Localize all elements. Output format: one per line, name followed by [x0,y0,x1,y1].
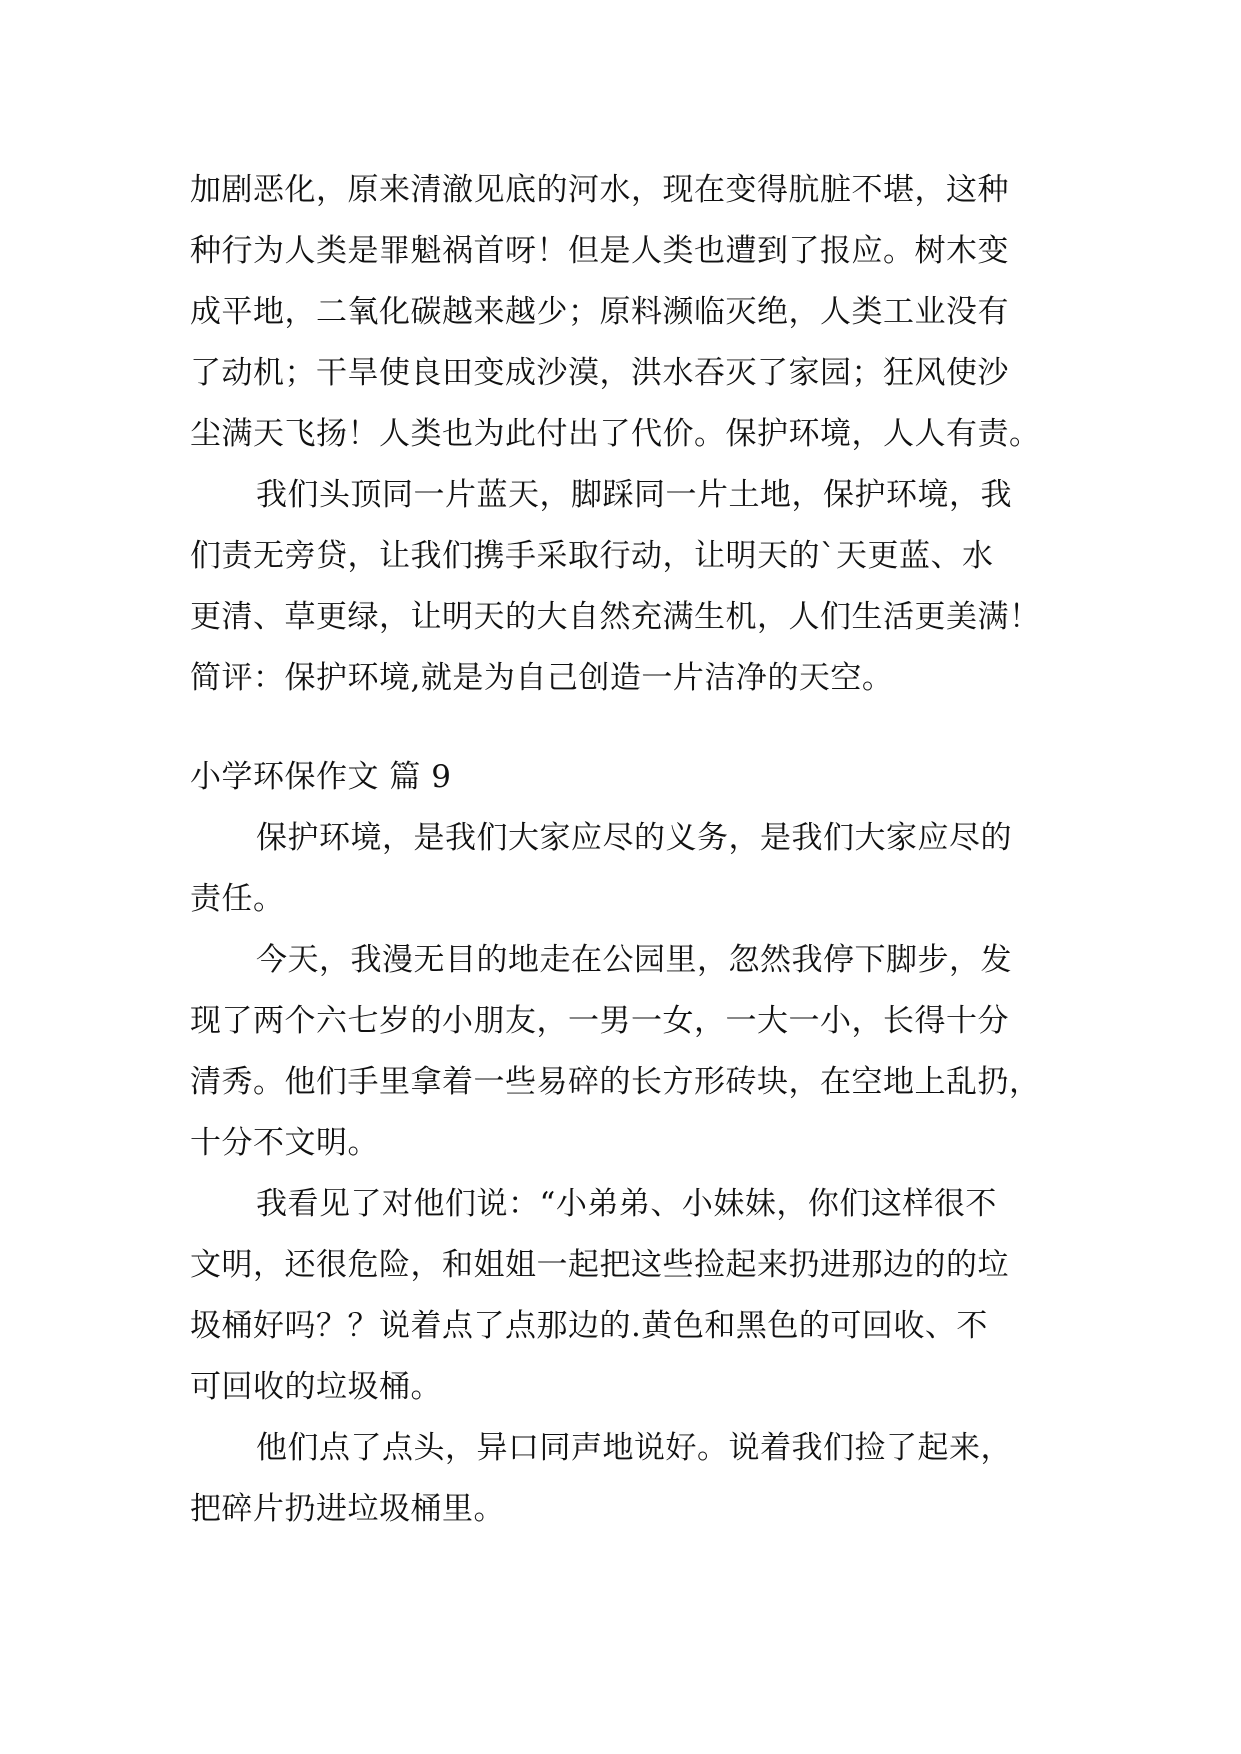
document-body [190,160,1050,1540]
paragraph-line: 尘满天飞扬！人类也为此付出了代价。保护环境，人人有责。 [190,416,1041,452]
paragraph-line: 我看见了对他们说：“小弟弟、小妹妹，你们这样很不 [256,1186,997,1222]
paragraph-line: 十分不文明。 [190,1125,379,1161]
paragraph-line: 成平地，二氧化碳越来越少；原料濒临灭绝，人类工业没有 [190,294,1009,330]
paragraph-line: 加剧恶化，原来清澈见底的河水，现在变得肮脏不堪，这种 [190,172,1009,208]
paragraph-line: 种行为人类是罪魁祸首呀！但是人类也遭到了报应。树木变 [190,233,1009,269]
paragraph-line: 文明，还很危险，和姐姐一起把这些捡起来扔进那边的的垃 [190,1247,1009,1283]
paragraph-line: 今天，我漫无目的地走在公园里，忽然我停下脚步，发 [256,942,1012,978]
paragraph-line: 把碎片扔进垃圾桶里。 [190,1491,505,1527]
paragraph-line: 可回收的垃圾桶。 [190,1369,442,1405]
paragraph-line: 现了两个六七岁的小朋友，一男一女，一大一小，长得十分 [190,1003,1009,1039]
review-line: 简评：保护环境,就是为自己创造一片洁净的天空。 [190,660,894,696]
paragraph-line: 责任。 [190,881,285,917]
paragraph-line: 我们头顶同一片蓝天，脚踩同一片土地，保护环境，我 [256,477,1012,513]
paragraph-line: 清秀。他们手里拿着一些易碎的长方形砖块，在空地上乱扔， [190,1064,1041,1100]
paragraph-line: 了动机；干旱使良田变成沙漠，洪水吞灭了家园；狂风使沙 [190,355,1009,391]
paragraph-line: 更清、草更绿，让明天的大自然充满生机，人们生活更美满！ [190,599,1041,635]
paragraph-line: 保护环境，是我们大家应尽的义务，是我们大家应尽的 [256,820,1012,856]
essay-heading: 小学环保作文 篇 9 [190,759,452,795]
paragraph-line: 他们点了点头，异口同声地说好。说着我们捡了起来， [256,1430,1012,1466]
paragraph-line: 们责无旁贷，让我们携手采取行动，让明天的`天更蓝、水 [190,538,994,574]
paragraph-line: 圾桶好吗？？说着点了点那边的.黄色和黑色的可回收、不 [190,1308,988,1344]
